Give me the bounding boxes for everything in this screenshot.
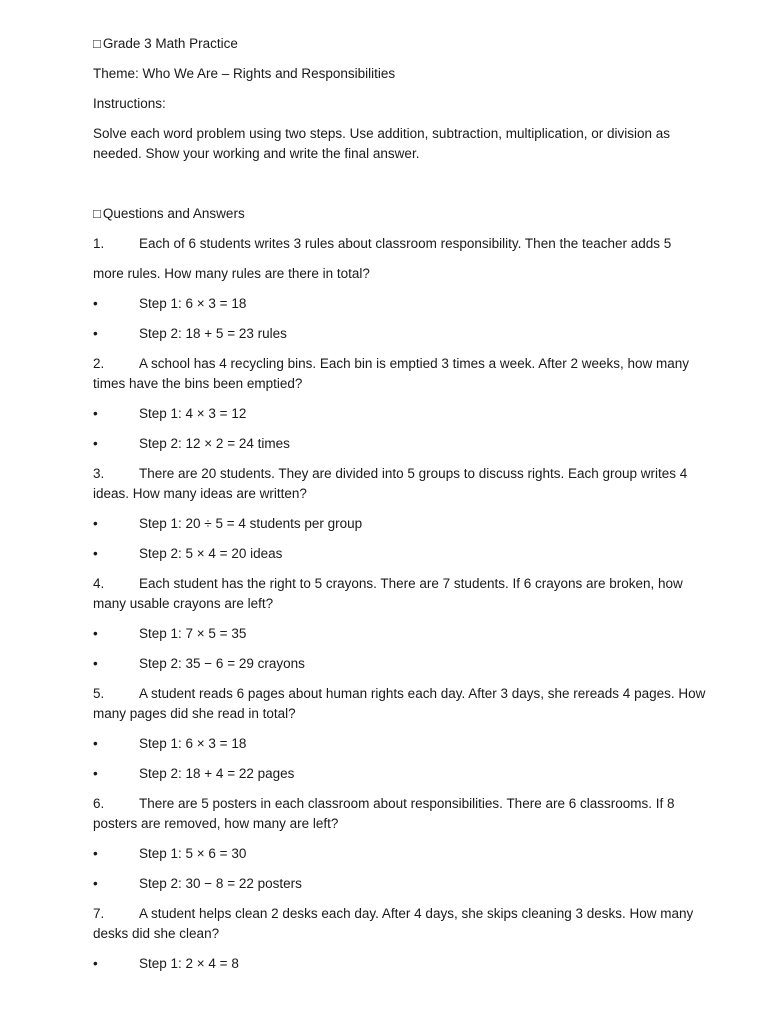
bullet-icon: •: [93, 846, 98, 861]
step-text: Step 2: 30 − 8 = 22 posters: [139, 876, 302, 891]
step-text: Step 1: 5 × 6 = 30: [139, 846, 247, 861]
step-text: Step 1: 4 × 3 = 12: [139, 406, 247, 421]
step-text: Step 1: 20 ÷ 5 = 4 students per group: [139, 516, 363, 531]
step-item: [93, 404, 715, 424]
step-text: Step 1: 6 × 3 = 18: [139, 736, 247, 751]
question-3: [93, 464, 715, 504]
document-title: [93, 34, 715, 54]
question-number: 7.: [93, 906, 105, 921]
question-6: [93, 794, 715, 834]
question-text: Each student has the right to 5 crayons. There are 7 students. If 6 crayons are broken, how many usable crayons are left?: [93, 576, 683, 611]
bullet-icon: •: [93, 326, 98, 341]
step-item: [93, 764, 715, 784]
step-item: [93, 514, 715, 534]
step-text: Step 2: 18 + 4 = 22 pages: [139, 766, 295, 781]
question-4: [93, 574, 715, 614]
question-text: Each of 6 students writes 3 rules about classroom responsibility. Then the teacher adds 5: [139, 236, 672, 251]
bullet-icon: •: [93, 406, 98, 421]
step-item: [93, 844, 715, 864]
bullet-icon: •: [93, 436, 98, 451]
question-number: 3.: [93, 466, 105, 481]
question-5: [93, 684, 715, 724]
question-text: A student helps clean 2 desks each day. After 4 days, she skips cleaning 3 desks. How many desks did she clean?: [93, 906, 694, 941]
step-item: [93, 874, 715, 894]
bullet-icon: •: [93, 766, 98, 781]
box-icon: □: [93, 36, 101, 51]
question-1: [93, 234, 715, 254]
bullet-icon: •: [93, 296, 98, 311]
instructions-label: Instructions:: [93, 96, 166, 111]
step-item: [93, 954, 715, 974]
step-item: [93, 294, 715, 314]
question-text: There are 5 posters in each classroom about responsibilities. There are 6 classrooms. If 8 posters are removed, how many are left?: [93, 796, 675, 831]
bullet-icon: •: [93, 626, 98, 641]
question-2: [93, 354, 715, 394]
step-text: Step 2: 5 × 4 = 20 ideas: [139, 546, 283, 561]
step-text: Step 2: 12 × 2 = 24 times: [139, 436, 290, 451]
step-text: Step 1: 2 × 4 = 8: [139, 956, 239, 971]
step-item: [93, 654, 715, 674]
section-title-text: Questions and Answers: [102, 206, 245, 221]
question-number: 1.: [93, 236, 105, 251]
instructions-text: Solve each word problem using two steps. Use addition, subtraction, multiplication, or division as needed. Show your working and write the final answer.: [93, 126, 671, 161]
question-number: 2.: [93, 356, 105, 371]
bullet-icon: •: [93, 516, 98, 531]
bullet-icon: •: [93, 546, 98, 561]
question-number: 5.: [93, 686, 105, 701]
title-text: Grade 3 Math Practice: [102, 36, 238, 51]
step-item: [93, 734, 715, 754]
document-body: [93, 34, 715, 984]
question-number: 6.: [93, 796, 105, 811]
question-number: 4.: [93, 576, 105, 591]
question-text: A student reads 6 pages about human rights each day. After 3 days, she rereads 4 pages. How many pages did she read in total?: [93, 686, 706, 721]
step-item: [93, 624, 715, 644]
bullet-icon: •: [93, 736, 98, 751]
step-text: Step 1: 7 × 5 = 35: [139, 626, 247, 641]
step-item: [93, 324, 715, 344]
question-text: There are 20 students. They are divided into 5 groups to discuss rights. Each group writes 4 ideas. How many ideas are written?: [93, 466, 688, 501]
bullet-icon: •: [93, 876, 98, 891]
step-text: Step 1: 6 × 3 = 18: [139, 296, 247, 311]
question-text: A school has 4 recycling bins. Each bin is emptied 3 times a week. After 2 weeks, how many times have the bins been emptied?: [93, 356, 690, 391]
question-1-continued: more rules. How many rules are there in total?: [93, 266, 370, 281]
step-text: Step 2: 18 + 5 = 23 rules: [139, 326, 287, 341]
bullet-icon: •: [93, 656, 98, 671]
step-text: Step 2: 35 − 6 = 29 crayons: [139, 656, 305, 671]
bullet-icon: •: [93, 956, 98, 971]
step-item: [93, 544, 715, 564]
step-item: [93, 434, 715, 454]
box-icon: □: [93, 206, 101, 221]
question-7: [93, 904, 715, 944]
theme-line: Theme: Who We Are – Rights and Responsibilities: [93, 66, 396, 81]
section-title: [93, 204, 715, 224]
